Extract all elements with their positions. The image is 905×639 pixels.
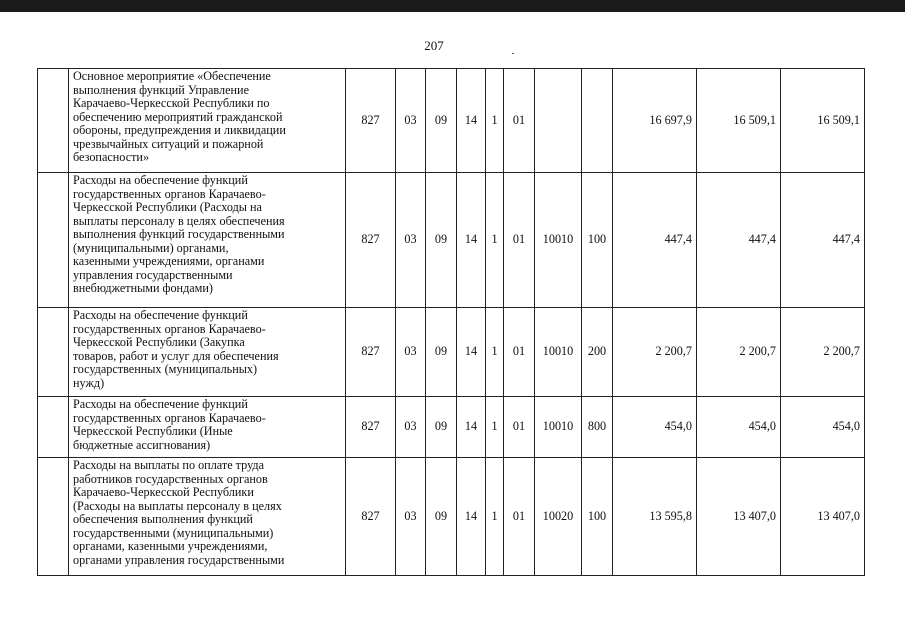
description-line: Расходы на обеспечение функций [73,397,248,411]
number-cell [38,397,69,458]
table-row [38,458,865,576]
page-number: 207 [424,38,444,53]
scan-top-edge [0,0,905,12]
description-line: Карачаево-Черкесской Республики [73,485,254,499]
number-cell [38,458,69,576]
subprogram-code-cell: 1 [486,308,504,397]
description-line: Расходы на обеспечение функций [73,308,248,322]
event-code-cell: 01 [504,173,535,308]
sum-year1-cell: 13 595,8 [613,458,697,576]
subprogram-code-cell: 1 [486,458,504,576]
description-cell [69,308,346,397]
program-code-cell: 14 [457,69,486,173]
description-line: государственными (муниципальными) [73,525,274,540]
description-line: безопасности» [73,150,150,164]
description-line: (муниципальными) органами, [73,240,229,255]
sum-year2-cell: 13 407,0 [697,458,781,576]
description-line: государственных органов Карачаево- [73,321,266,336]
direction-code-cell: 10010 [535,173,582,308]
description-line: Расходы на обеспечение функций [73,173,248,187]
description-line: Расходы на выплаты по оплате труда [73,458,265,472]
ministry-code-cell: 827 [346,397,396,458]
sum-year2-cell: 447,4 [697,173,781,308]
event-code-cell: 01 [504,308,535,397]
sum-year2-cell: 454,0 [697,397,781,458]
description-line: нужд) [73,375,105,390]
sum-year3-cell: 2 200,7 [781,308,865,397]
program-code-cell: 14 [457,308,486,397]
ministry-code-cell: 827 [346,458,396,576]
direction-code-cell: 10010 [535,397,582,458]
section-code-cell: 03 [396,308,426,397]
description-line: выплаты персоналу в целях обеспечения [73,213,285,228]
description-line: выполнения функций Управление [73,82,249,97]
description-line: внебюджетными фондами) [73,281,213,295]
description-line: обеспечению мероприятий гражданской [73,109,283,124]
budget-table [37,68,865,576]
expense-type-cell: 100 [582,173,613,308]
description-line: (Расходы на выплаты персоналу в целях [73,498,282,513]
description-line: обороны, предупреждения и ликвидации [73,123,286,137]
subprogram-code-cell: 1 [486,173,504,308]
table-row [38,308,865,397]
description-line: казенными учреждениями, органами [73,254,265,268]
table-row [38,69,865,173]
expense-type-cell: 100 [582,458,613,576]
ministry-code-cell: 827 [346,308,396,397]
expense-type-cell [582,69,613,173]
sum-year1-cell: 2 200,7 [613,308,697,397]
sum-year3-cell: 447,4 [781,173,865,308]
expense-type-cell: 800 [582,397,613,458]
program-code-cell: 14 [457,458,486,576]
description-cell [69,397,346,458]
sum-year3-cell: 454,0 [781,397,865,458]
event-code-cell: 01 [504,397,535,458]
description-cell [69,173,346,308]
subsection-code-cell: 09 [426,173,457,308]
program-code-cell: 14 [457,397,486,458]
event-code-cell: 01 [504,458,535,576]
number-cell [38,173,69,308]
description-line: органами, казенными учреждениями, [73,539,268,553]
subsection-code-cell: 09 [426,69,457,173]
description-line: Черкесской Республики (Иные [73,424,233,438]
description-line: работников государственных органов [73,471,268,486]
sum-year1-cell: 454,0 [613,397,697,458]
sum-year1-cell: 16 697,9 [613,69,697,173]
section-code-cell: 03 [396,397,426,458]
section-code-cell: 03 [396,69,426,173]
section-code-cell: 03 [396,458,426,576]
number-cell [38,308,69,397]
sum-year3-cell: 16 509,1 [781,69,865,173]
description-line: Черкесской Республики (Расходы на [73,200,262,214]
scan-speck [512,53,514,54]
description-line: бюджетные ассигнования) [73,437,211,452]
section-code-cell: 03 [396,173,426,308]
direction-code-cell: 10010 [535,308,582,397]
sum-year1-cell: 447,4 [613,173,697,308]
sum-year2-cell: 2 200,7 [697,308,781,397]
description-line: товаров, работ и услуг для обеспечения [73,348,279,363]
description-line: выполнения функций государственными [73,227,285,241]
description-line: Карачаево-Черкесской Республики по [73,96,270,110]
event-code-cell: 01 [504,69,535,173]
number-cell [38,69,69,173]
table-row [38,173,865,308]
description-line: Основное мероприятие «Обеспечение [73,69,271,83]
direction-code-cell: 10020 [535,458,582,576]
table-row [38,397,865,458]
sum-year3-cell: 13 407,0 [781,458,865,576]
subprogram-code-cell: 1 [486,397,504,458]
description-cell [69,69,346,173]
expense-type-cell: 200 [582,308,613,397]
direction-code-cell [535,69,582,173]
description-line: государственных (муниципальных) [73,362,258,376]
description-line: обеспечения выполнения функций [73,512,253,526]
ministry-code-cell: 827 [346,173,396,308]
description-line: Черкесской Республики (Закупка [73,335,245,349]
description-line: государственных органов Карачаево- [73,186,266,201]
description-line: государственных органов Карачаево- [73,410,266,425]
ministry-code-cell: 827 [346,69,396,173]
program-code-cell: 14 [457,173,486,308]
description-line: органами управления государственными [73,552,285,567]
sum-year2-cell: 16 509,1 [697,69,781,173]
description-line: чрезвычайных ситуаций и пожарной [73,136,264,151]
subsection-code-cell: 09 [426,397,457,458]
description-cell [69,458,346,576]
subprogram-code-cell: 1 [486,69,504,173]
subsection-code-cell: 09 [426,458,457,576]
description-line: управления государственными [73,267,233,282]
subsection-code-cell: 09 [426,308,457,397]
